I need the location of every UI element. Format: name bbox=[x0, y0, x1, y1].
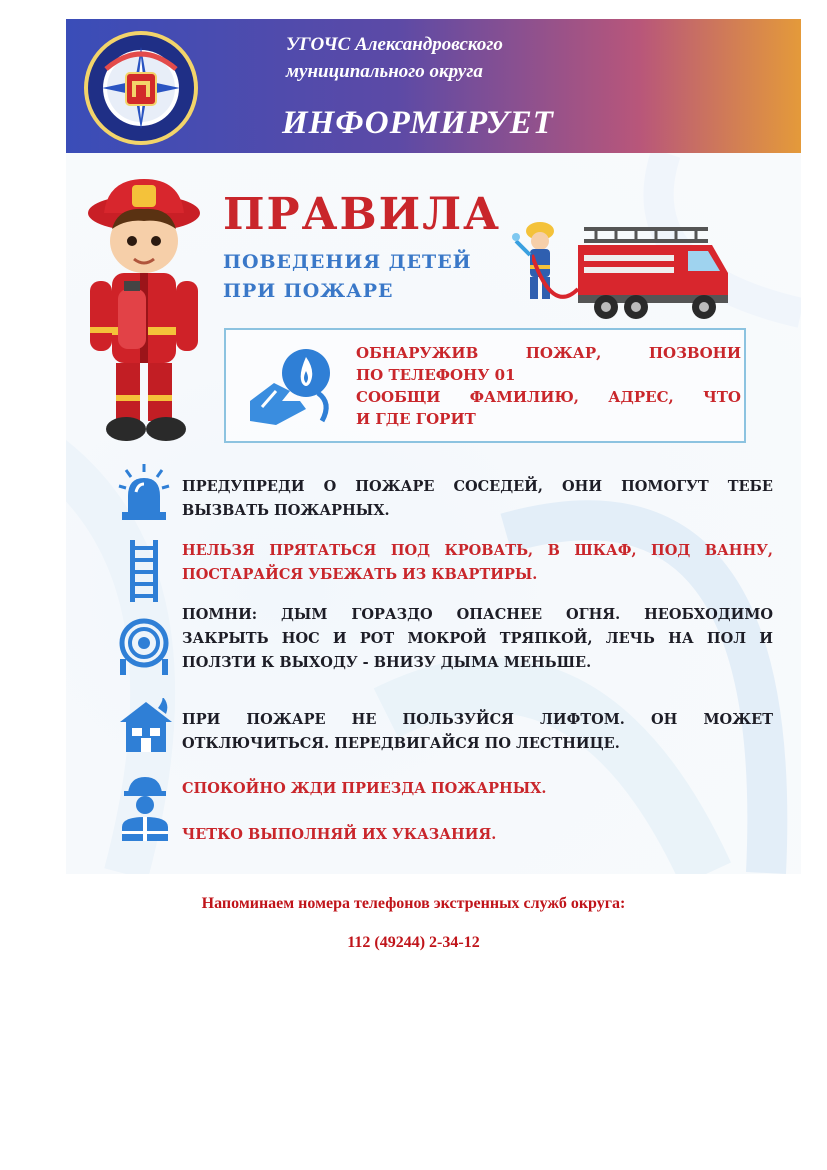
call-line-1: ОБНАРУЖИВ ПОЖАР, ПОЗВОНИ bbox=[356, 344, 741, 362]
poster-title: ПРАВИЛА bbox=[223, 189, 501, 240]
organization-name bbox=[286, 31, 706, 85]
rule-3-line-3: ПОЛЗТИ К ВЫХОДУ - ВНИЗУ ДЫМА МЕНЬШЕ. bbox=[182, 654, 592, 671]
rule-2-line-1: НЕЛЬЗЯ ПРЯТАТЬСЯ ПОД КРОВАТЬ, В ШКАФ, ПОД ВАННУ, bbox=[182, 542, 773, 559]
rule-2-line-2: ПОСТАРАЙСЯ УБЕЖАТЬ ИЗ КВАРТИРЫ. bbox=[182, 566, 538, 583]
rule-warn-neighbors bbox=[182, 475, 773, 523]
emergency-phone-numbers: 112 (49244) 2-34-12 bbox=[347, 934, 480, 951]
rule-follow-instructions bbox=[182, 823, 773, 847]
rule-do-not-hide bbox=[182, 539, 773, 587]
org-line-2: муниципального округа bbox=[286, 61, 483, 82]
hand-holding-fire-drop-icon bbox=[246, 343, 338, 431]
fire-safety-poster bbox=[66, 153, 801, 874]
firefighter-child-illustration bbox=[78, 177, 208, 445]
subtitle-line-1: ПОВЕДЕНИЯ ДЕТЕЙ bbox=[223, 251, 472, 273]
call-line-4: И ГДЕ ГОРИТ bbox=[356, 410, 476, 428]
poster-subtitle bbox=[223, 248, 513, 306]
call-instructions bbox=[356, 342, 741, 430]
civil-defense-emblem-icon bbox=[82, 29, 200, 147]
informs-heading: ИНФОРМИРУЕТ bbox=[282, 105, 554, 141]
siren-icon bbox=[118, 462, 170, 522]
call-line-2: ПО ТЕЛЕФОНУ 01 bbox=[356, 366, 516, 384]
rule-4-line-2: ОТКЛЮЧИТЬСЯ. ПЕРЕДВИГАЙСЯ ПО ЛЕСТНИЦЕ. bbox=[182, 735, 620, 752]
rule-3-line-2: ЗАКРЫТЬ НОС И РОТ МОКРОЙ ТРЯПКОЙ, ЛЕЧЬ НА ПОЛ И bbox=[182, 630, 773, 647]
emergency-numbers-reminder: Напоминаем номера телефонов экстренных служб округа: bbox=[201, 895, 626, 912]
rule-4-line-1: ПРИ ПОЖАРЕ НЕ ПОЛЬЗУЙСЯ ЛИФТОМ. ОН МОЖЕТ bbox=[182, 711, 773, 728]
org-line-1: УГОЧС Александровского bbox=[286, 34, 503, 55]
rule-wait-firefighters bbox=[182, 777, 773, 801]
rule-5-line-1: СПОКОЙНО ЖДИ ПРИЕЗДА ПОЖАРНЫХ. bbox=[182, 780, 547, 797]
firefighter-icon bbox=[118, 775, 172, 843]
emergency-call-box bbox=[224, 328, 746, 443]
subtitle-line-2: ПРИ ПОЖАРЕ bbox=[223, 280, 394, 302]
ladder-icon bbox=[118, 538, 170, 604]
call-line-3: СООБЩИ ФАМИЛИЮ, АДРЕС, ЧТО bbox=[356, 388, 741, 406]
rule-1-line-1: ПРЕДУПРЕДИ О ПОЖАРЕ СОСЕДЕЙ, ОНИ ПОМОГУТ ТЕБЕ bbox=[182, 478, 773, 495]
fire-truck-illustration bbox=[532, 215, 734, 327]
rule-1-line-2: ВЫЗВАТЬ ПОЖАРНЫХ. bbox=[182, 502, 390, 519]
rule-6-line-1: ЧЕТКО ВЫПОЛНЯЙ ИХ УКАЗАНИЯ. bbox=[182, 826, 497, 843]
rule-smoke-danger bbox=[182, 603, 773, 675]
rule-no-elevator bbox=[182, 708, 773, 756]
header-banner bbox=[66, 19, 801, 153]
fire-hose-icon bbox=[118, 615, 170, 677]
rule-3-line-1: ПОМНИ: ДЫМ ГОРАЗДО ОПАСНЕЕ ОГНЯ. НЕОБХОДИМО bbox=[182, 606, 773, 623]
burning-house-icon bbox=[118, 698, 174, 754]
